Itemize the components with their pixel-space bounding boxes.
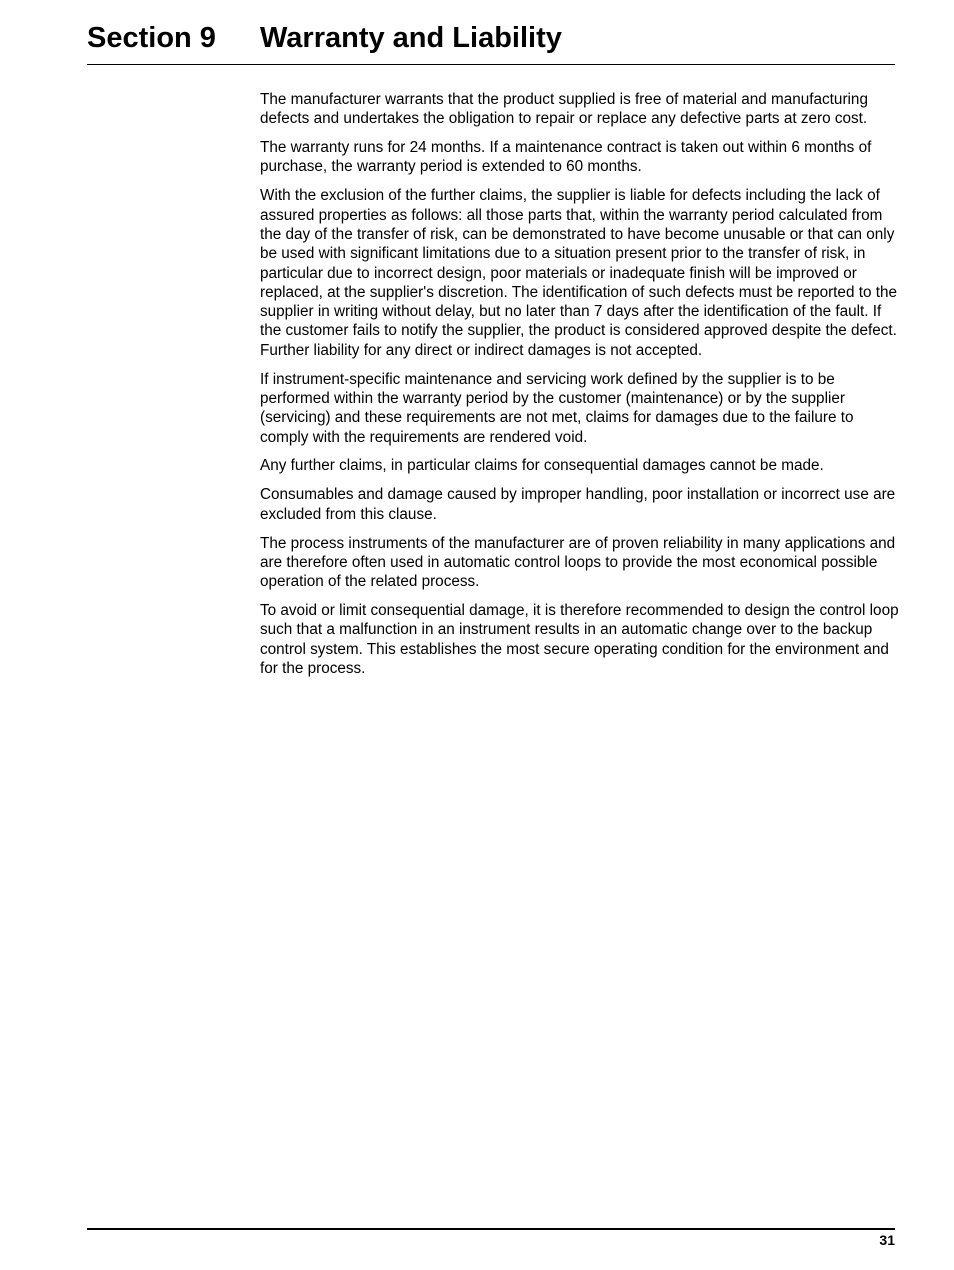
body-text (260, 90, 900, 688)
paragraph-reliability: The process instruments of the manufacturer are of proven reliability in many applications and are therefore often used in automatic control loops to provide the most economical possible operation of the related process. (260, 534, 896, 591)
footer-divider (87, 1228, 895, 1230)
section-header (87, 20, 895, 65)
paragraph-warranty-period: The warranty runs for 24 months. If a maintenance contract is taken out within 6 months of purchase, the warranty period is extended to 60 months. (260, 139, 872, 176)
paragraph-liability-conditions: With the exclusion of the further claims, the supplier is liable for defects including the lack of assured properties as follows: all those parts that, within the warranty period calculated from the day of the transfer of risk, can be demonstrated to have become unusable or that can only be used with significant limitations due to a situation present prior to the transfer of risk, in particular due to incorrect design, poor materials or inadequate finish will be improved or replaced, at the supplier's discretion. The identification of such defects must be reported to the supplier in writing without delay, but no later than 7 days after the identification of the fault. If the customer fails to notify the supplier, the product is considered approved despite the defect. Further liability for any direct or indirect damages is not accepted. (260, 187, 897, 359)
paragraph-recommendation: To avoid or limit consequential damage, it is therefore recommended to design the control loop such that a malfunction in an instrument results in an automatic change over to the backup control system. This establishes the most secure operating condition for the environment and for the process. (260, 601, 899, 677)
section-title: Warranty and Liability (260, 22, 562, 54)
section-number: Section 9 (87, 22, 216, 54)
page-number: 31 (879, 1232, 895, 1248)
paragraph-further-claims: Any further claims, in particular claims for consequential damages cannot be made. (260, 457, 824, 475)
paragraph-maintenance-requirements: If instrument-specific maintenance and servicing work defined by the supplier is to be performed within the warranty period by the customer (maintenance) or by the supplier (servicing) and these requirements are not met, claims for damages due to the failure to comply with the requirements are rendered void. (260, 370, 854, 446)
paragraph-exclusions: Consumables and damage caused by improper handling, poor installation or incorrect use are excluded from this clause. (260, 486, 896, 523)
paragraph-warranty-scope: The manufacturer warrants that the product supplied is free of material and manufacturing defects and undertakes the obligation to repair or replace any defective parts at zero cost. (260, 91, 868, 128)
